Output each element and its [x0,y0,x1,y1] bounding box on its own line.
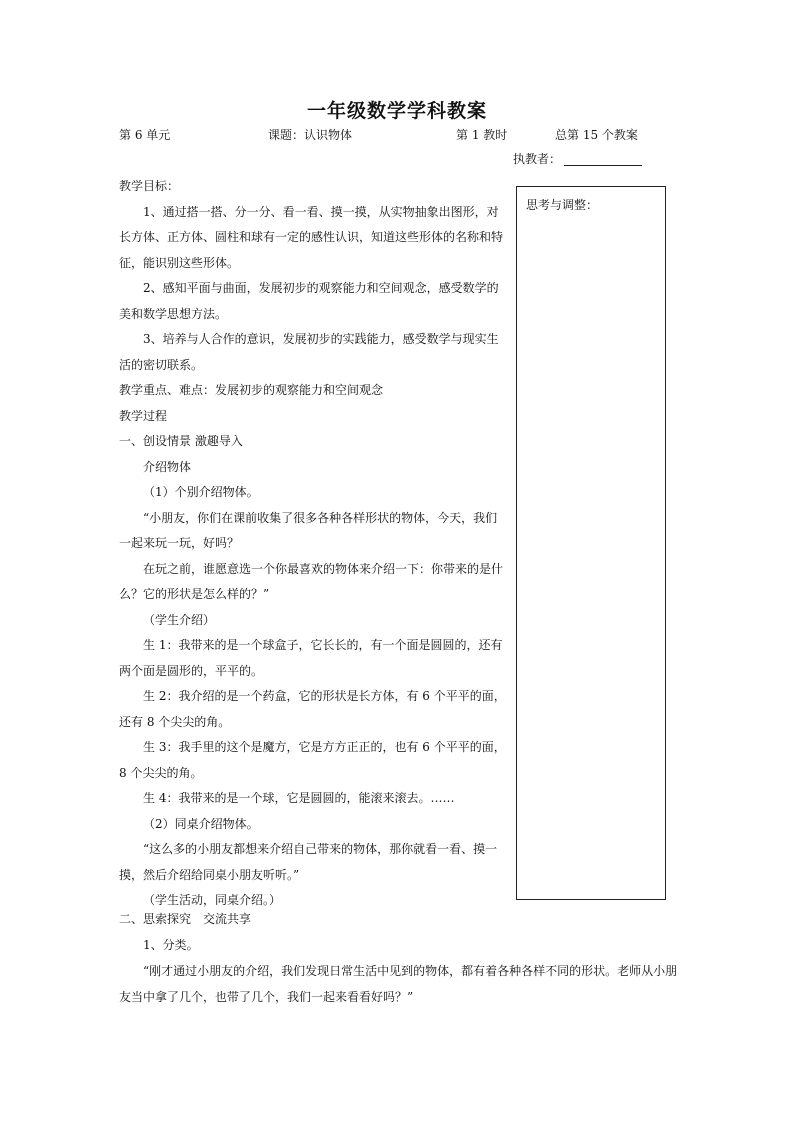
section-2-heading: 二、思索探究 交流共享 [119,912,252,926]
key-points: 教学重点、难点：发展初步的观察能力和空间观念 [119,383,384,397]
goal-3: 3、培养与人合作的意识，发展初步的实践能力，感受数学与现实生活的密切联系。 [119,332,499,372]
quote-3: “这么多的小朋友都想来介绍自己带来的物体，那你就看一看、摸一摸，然后介绍给同桌小朋友听听。” [119,842,498,882]
activity-note: （学生活动，同桌介绍。） [143,893,282,907]
quote-4: “刚才通过小朋友的介绍，我们发现日常生活中见到的物体，都有着各种各样不同的形状。老师从小朋友当中拿了几个，也带了几个，我们一起来看看好吗？” [119,964,678,1004]
lesson-body [119,174,507,914]
reflection-box [516,186,666,900]
teacher-field [513,150,642,167]
goals-heading: 教学目标： [119,179,180,193]
student-2: 生 2：我介绍的是一个药盒，它的形状是长方体，有 6 个平平的面，还有 8 个尖尖的角。 [119,689,506,729]
quote-1: “小朋友，你们在课前收集了很多各种各样形状的物体，今天，我们一起来玩一玩，好吗？ [119,510,498,550]
teacher-blank-line [564,153,642,166]
total-label: 总第 15 个教案 [555,128,638,142]
goal-1: 1、通过搭一搭、分一分、看一看、摸一摸，从实物抽象出图形，对长方体、正方体、圆柱和球有一定的感性认识，知道这些形体的名称和特征，能识别这些形体。 [119,204,504,270]
lesson-label: 第 1 教时 [456,128,508,142]
unit-label: 第 6 单元 [119,128,171,142]
student-4: 生 4：我带来的是一个球，它是圆圆的，能滚来滚去。…… [143,791,455,805]
step-1: （1）个别介绍物体。 [143,485,259,499]
goal-2: 2、感知平面与曲面，发展初步的观察能力和空间观念，感受数学的美和数学思想方法。 [119,281,499,321]
classify-heading: 1、分类。 [143,938,199,952]
teacher-label: 执教者： [513,152,562,166]
section-1-heading: 一、创设情景 激趣导入 [119,434,243,448]
quote-2: 在玩之前，谁愿意选一个你最喜欢的物体来介绍一下：你带来的是什么？它的形状是怎么样的？” [119,561,504,601]
page-title: 一年级数学学科教案 [306,100,487,122]
process-heading: 教学过程 [119,408,168,423]
student-1: 生 1：我带来的是一个球盒子，它长长的，有一个面是圆圆的，还有两个面是圆形的，平平的。 [119,638,503,678]
topic-label: 课题：认识物体 [268,128,353,142]
intro-heading: 介绍物体 [143,459,192,474]
reflection-label: 思考与调整： [526,198,599,212]
lesson-body-continued [119,906,679,1010]
step-2: （2）同桌介绍物体。 [143,816,259,831]
student-3: 生 3：我手里的这个是魔方，它是方方正正的，也有 6 个平平的面，8 个尖尖的角。 [119,740,506,780]
student-intro: （学生介绍） [143,612,216,627]
